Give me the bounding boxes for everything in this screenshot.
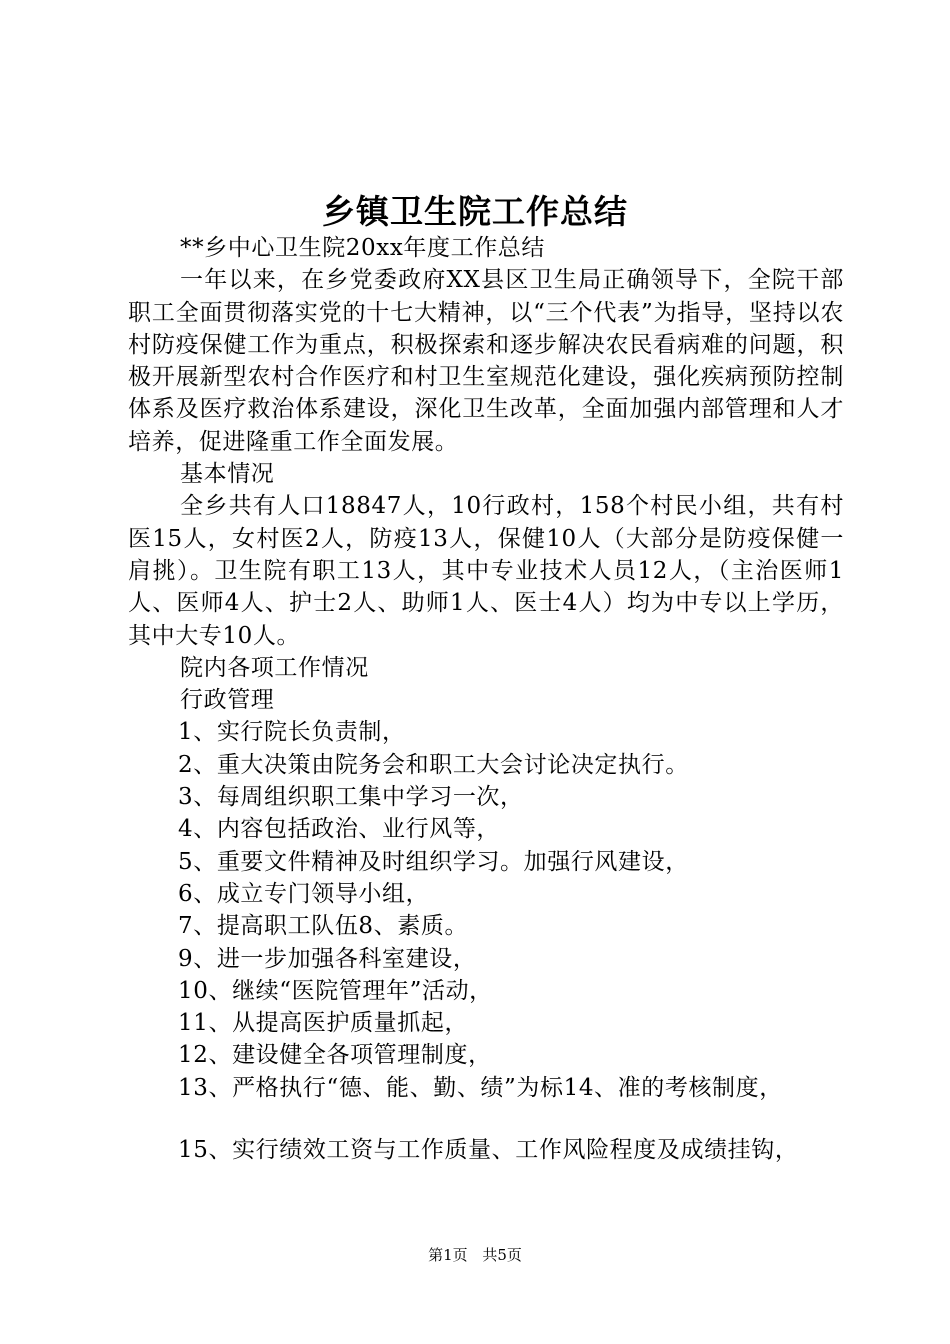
page-footer (0, 1244, 950, 1265)
list-item-12: 12、建设健全各项管理制度， (178, 1042, 492, 1069)
document-body (128, 232, 844, 1166)
list-item-6: 6、成立专门领导小组， (178, 880, 430, 907)
list-item-15: 15、实行绩效工资与工作质量、工作风险程度及成绩挂钩， (178, 1137, 799, 1164)
page-number: 第1页 (428, 1246, 468, 1264)
list-item-11: 11、从提高医护质量抓起， (178, 1010, 469, 1037)
basic-info-paragraph: 全乡共有人口18847人，10行政村，158个村民小组，共有村医15人，女村医2人，防疫13人，保健10人（大部分是防疫保健一肩挑）。卫生院有职工13人，其中专业技术人员12人，（主治医师1人、医师4人、护士2人、助师1人、医士4人）均为中专以上学历，其中大专10人。 (128, 493, 844, 649)
section-heading-admin: 行政管理 (180, 687, 275, 714)
intro-paragraph: 一年以来，在乡党委政府XX县区卫生局正确领导下，全院干部职工全面贯彻落实党的十七大精神，以“三个代表”为指导，坚持以农村防疫保健工作为重点，积极探索和逐步解决农民看病难的问题，积极开展新型农村合作医疗和村卫生室规范化建设，强化疾病预防控制体系及医疗救治体系建设，深化卫生改革，全面加强内部管理和人才培养，促进隆重工作全面发展。 (128, 267, 844, 455)
list-item-3: 3、每周组织职工集中学习一次， (178, 784, 524, 811)
list-item-5: 5、重要文件精神及时组织学习。加强行风建设， (178, 848, 689, 875)
list-item-4: 4、内容包括政治、业行风等， (178, 816, 501, 843)
list-item-1: 1、实行院长负责制， (178, 719, 406, 746)
section-heading-basic: 基本情况 (180, 461, 275, 488)
list-item-10: 10、继续“医院管理年”活动， (178, 977, 493, 1004)
document-title: 乡镇卫生院工作总结 (322, 192, 628, 231)
list-item-9: 9、进一步加强各科室建设， (178, 945, 477, 972)
section-heading-work: 院内各项工作情况 (180, 654, 369, 681)
page-total: 共5页 (482, 1246, 522, 1264)
list-item-7: 7、提高职工队伍8、素质。 (178, 913, 469, 940)
list-item-13: 13、严格执行“德、能、勤、绩”为标14、准的考核制度， (178, 1074, 783, 1101)
paragraph-gap (128, 1104, 844, 1134)
list-item-2: 2、重大决策由院务会和职工大会讨论决定执行。 (178, 751, 689, 778)
document-subtitle: **乡中心卫生院20xx年度工作总结 (180, 235, 546, 261)
